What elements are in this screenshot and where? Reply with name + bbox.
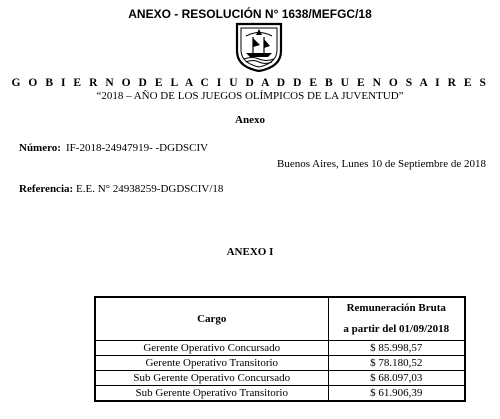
government-name: G O B I E R N O D E L A C I U D A D D E B U E N O S A I R E S xyxy=(11,77,489,89)
referencia-label: Referencia: xyxy=(19,183,74,195)
referencia-value: E.E. N° 24938259-DGDSCIV/18 xyxy=(76,183,224,195)
cargo-cell: Sub Gerente Operativo Transitorio xyxy=(95,386,328,402)
document-date: Buenos Aires, Lunes 10 de Septiembre de 2018 xyxy=(277,158,486,170)
table-row xyxy=(95,341,465,356)
salary-table xyxy=(94,296,466,402)
numero-label: Número: xyxy=(19,142,61,154)
monto-cell: $ 61.906,39 xyxy=(328,386,465,402)
monto-cell: $ 85.998,57 xyxy=(328,341,465,356)
table-header-row xyxy=(95,297,465,341)
table-row xyxy=(95,386,465,402)
monto-cell: $ 68.097,03 xyxy=(328,371,465,386)
city-seal-icon xyxy=(234,21,284,73)
remuneracion-header-line2: a partir del 01/09/2018 xyxy=(343,323,450,335)
monto-cell: $ 78.180,52 xyxy=(328,356,465,371)
remuneracion-header-line1: Remuneración Bruta xyxy=(346,302,446,314)
remuneracion-header xyxy=(328,297,465,341)
document-header: ANEXO - RESOLUCIÓN N° 1638/MEFGC/18 xyxy=(128,7,372,21)
year-motto: “2018 – AÑO DE LOS JUEGOS OLÍMPICOS DE LA JUVENTUD” xyxy=(96,90,404,102)
table-row xyxy=(95,356,465,371)
cargo-header: Cargo xyxy=(95,297,328,341)
cargo-cell: Sub Gerente Operativo Concursado xyxy=(95,371,328,386)
anexo-heading: Anexo xyxy=(235,114,265,126)
table-row xyxy=(95,371,465,386)
numero-value: IF-2018-24947919- -DGDSCIV xyxy=(66,142,209,154)
section-title: ANEXO I xyxy=(226,246,274,258)
cargo-cell: Gerente Operativo Concursado xyxy=(95,341,328,356)
cargo-cell: Gerente Operativo Transitorio xyxy=(95,356,328,371)
